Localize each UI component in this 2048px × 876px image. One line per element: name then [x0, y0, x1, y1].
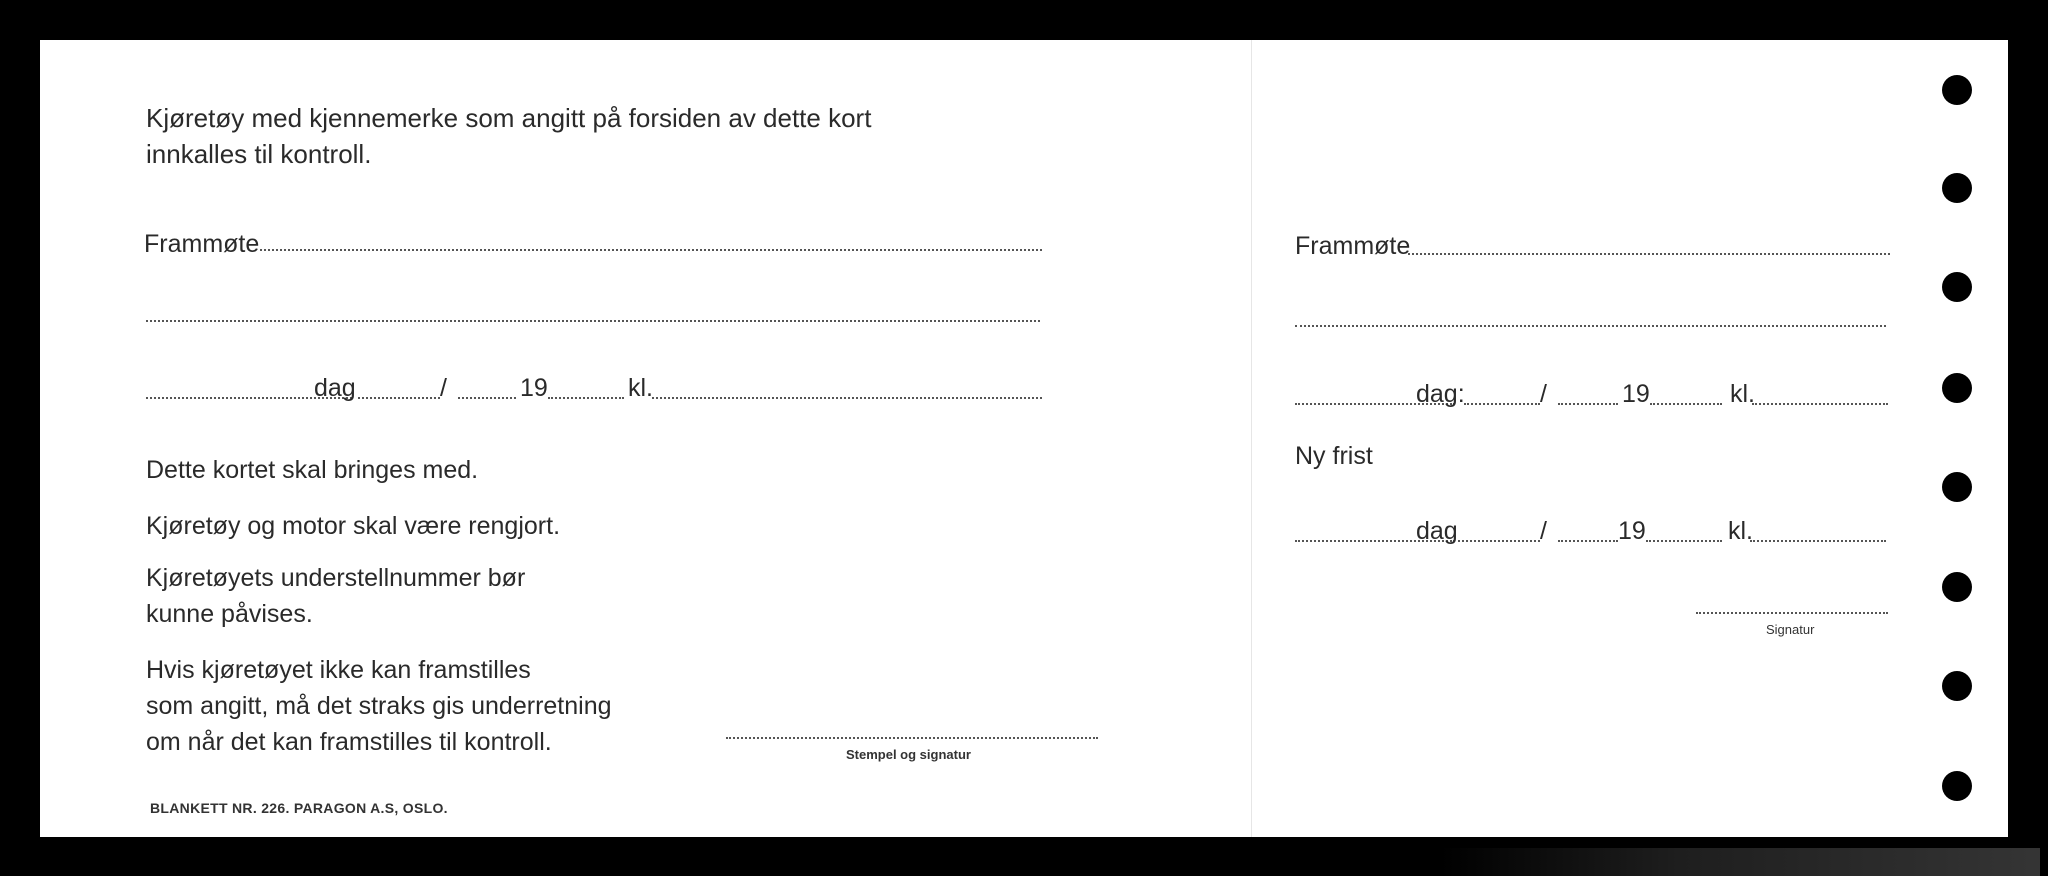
time-field-right-1[interactable]: [1752, 403, 1888, 405]
day-number-field-right-1[interactable]: [1464, 403, 1540, 405]
month-field-right-1[interactable]: [1558, 403, 1618, 405]
year-field-right-2[interactable]: [1646, 540, 1722, 542]
punch-hole: [1942, 75, 1972, 105]
stamp-signature-label: Stempel og signatur: [846, 747, 971, 762]
notice-notify: [146, 652, 612, 760]
punch-hole: [1942, 771, 1972, 801]
notice-chassis-line-2: kunne påvises.: [146, 600, 313, 628]
frammote-field-left[interactable]: [260, 249, 1042, 251]
fold-line: [1251, 40, 1252, 837]
frammote-field-right[interactable]: [1408, 253, 1890, 255]
notice-notify-line-2: som angitt, må det straks gis underretning: [146, 692, 612, 720]
punch-hole: [1942, 272, 1972, 302]
notice-chassis-number: [146, 560, 525, 632]
signature-label-right: Signatur: [1766, 622, 1815, 637]
frammote-label-left: Frammøte: [144, 230, 260, 258]
frammote-field-left-line2[interactable]: [146, 320, 1040, 322]
year-field-right-1[interactable]: [1650, 403, 1722, 405]
dag-label-right-2: dag: [1416, 517, 1458, 545]
punch-hole: [1942, 572, 1972, 602]
year-prefix-right-2: 19: [1618, 517, 1646, 545]
punch-hole: [1942, 671, 1972, 701]
ny-frist-label: Ny frist: [1295, 442, 1373, 470]
paper-smudge: [1440, 848, 2040, 876]
month-field-right-2[interactable]: [1558, 540, 1618, 542]
year-field-left[interactable]: [548, 397, 624, 399]
intro-text: [146, 100, 871, 172]
kl-label-left: kl.: [628, 374, 653, 402]
kl-label-right-1: kl.: [1730, 380, 1755, 408]
frammote-field-right-line2[interactable]: [1295, 325, 1886, 327]
notice-clean-vehicle: Kjøretøy og motor skal være rengjort.: [146, 512, 561, 540]
dag-label-right-1: dag:: [1416, 380, 1465, 408]
signature-field-right[interactable]: [1696, 612, 1888, 614]
punch-hole: [1942, 373, 1972, 403]
punch-hole: [1942, 173, 1972, 203]
kl-label-right-2: kl.: [1728, 517, 1753, 545]
year-prefix-right-1: 19: [1622, 380, 1650, 408]
punch-hole: [1942, 472, 1972, 502]
inspection-card: [40, 40, 2008, 837]
slash-right-1: /: [1540, 380, 1547, 408]
time-field-right-2[interactable]: [1750, 540, 1886, 542]
day-number-field-left[interactable]: [358, 397, 440, 399]
frammote-label-right: Frammøte: [1295, 232, 1411, 260]
notice-chassis-line-1: Kjøretøyets understellnummer bør: [146, 564, 526, 592]
stamp-signature-field[interactable]: [726, 737, 1098, 739]
form-number: BLANKETT NR. 226. PARAGON A.S, OSLO.: [150, 800, 448, 816]
slash-left: /: [440, 374, 447, 402]
notice-notify-line-1: Hvis kjøretøyet ikke kan framstilles: [146, 656, 531, 684]
notice-bring-card: Dette kortet skal bringes med.: [146, 456, 479, 484]
slash-right-2: /: [1540, 517, 1547, 545]
notice-notify-line-3: om når det kan framstilles til kontroll.: [146, 728, 552, 756]
intro-line-2: innkalles til kontroll.: [146, 139, 372, 169]
day-number-field-right-2[interactable]: [1458, 540, 1540, 542]
dag-label-left: dag: [314, 374, 356, 402]
month-field-left[interactable]: [458, 397, 516, 399]
time-field-left[interactable]: [652, 397, 1042, 399]
year-prefix-left: 19: [520, 374, 548, 402]
intro-line-1: Kjøretøy med kjennemerke som angitt på forsiden av dette kort: [146, 103, 872, 133]
